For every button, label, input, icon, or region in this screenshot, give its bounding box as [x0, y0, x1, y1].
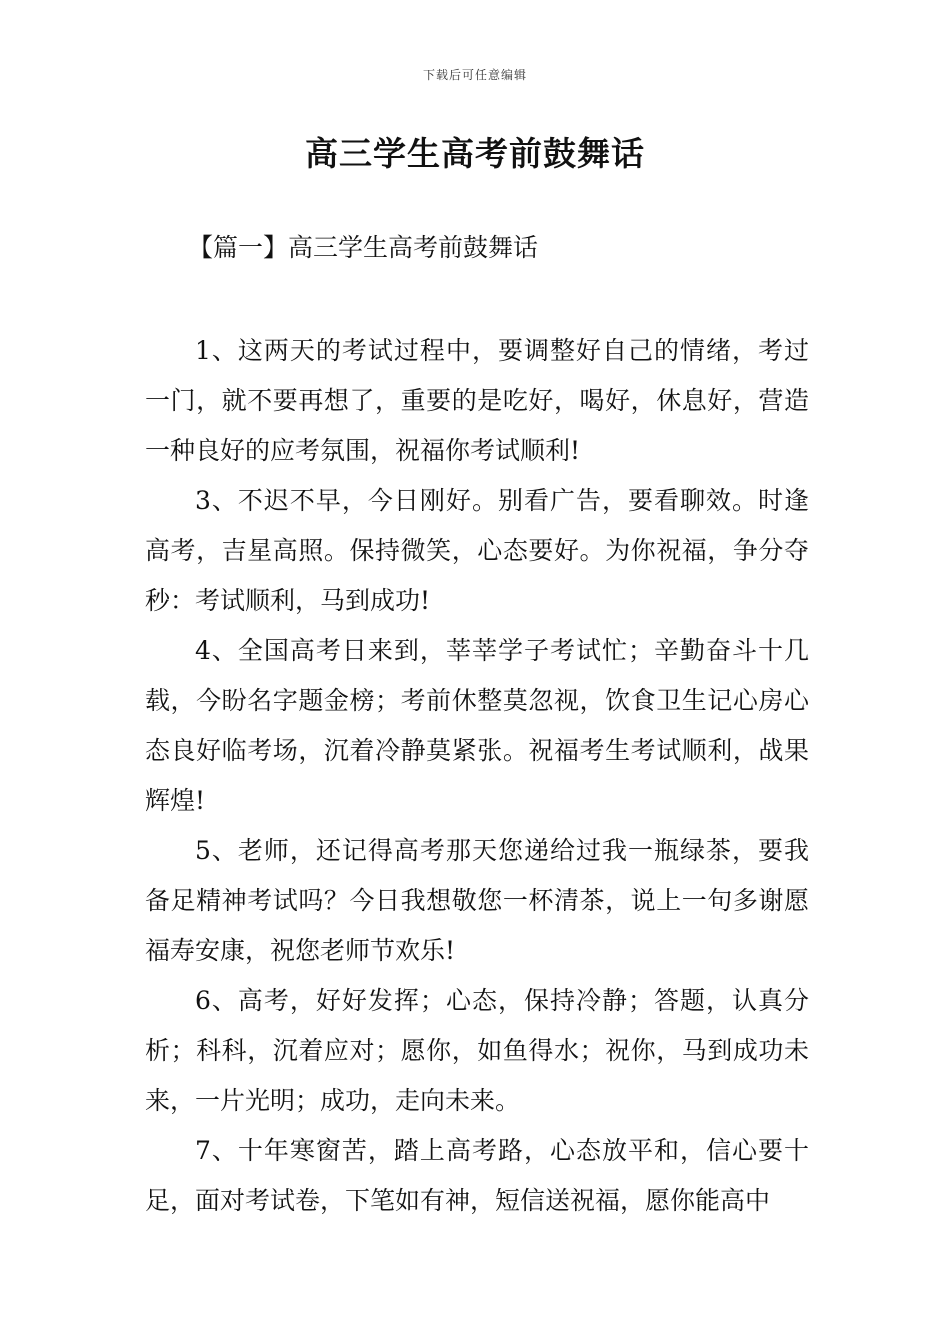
document-title: 高三学生高考前鼓舞话 — [305, 134, 645, 173]
paragraph: 7、十年寒窗苦，踏上高考路，心态放平和，信心要十足，面对考试卷，下笔如有神，短信送祝福，愿你能高中 — [145, 1136, 809, 1215]
section-heading: 【篇一】高三学生高考前鼓舞话 — [188, 233, 539, 262]
document-body — [145, 326, 809, 1226]
paragraph: 6、高考，好好发挥；心态，保持冷静；答题，认真分析；科科，沉着应对；愿你，如鱼得水；祝你，马到成功未来，一片光明；成功，走向未来。 — [145, 986, 809, 1115]
paragraph: 3、不迟不早，今日刚好。别看广告，要看聊效。时逢高考，吉星高照。保持微笑，心态要好。为你祝福，争分夺秒：考试顺利，马到成功! — [145, 486, 809, 615]
paragraph: 5、老师，还记得高考那天您递给过我一瓶绿茶，要我备足精神考试吗？今日我想敬您一杯清茶，说上一句多谢愿福寿安康，祝您老师节欢乐! — [145, 836, 809, 965]
paragraph: 4、全国高考日来到，莘莘学子考试忙；辛勤奋斗十几载，今盼名字题金榜；考前休整莫忽视，饮食卫生记心房心态良好临考场，沉着冷静莫紧张。祝福考生考试顺利，战果辉煌! — [145, 636, 809, 815]
paragraph: 1、这两天的考试过程中，要调整好自己的情绪，考过一门，就不要再想了，重要的是吃好，喝好，休息好，营造一种良好的应考氛围，祝福你考试顺利! — [145, 336, 809, 465]
header-note: 下载后可任意编辑 — [422, 68, 527, 82]
